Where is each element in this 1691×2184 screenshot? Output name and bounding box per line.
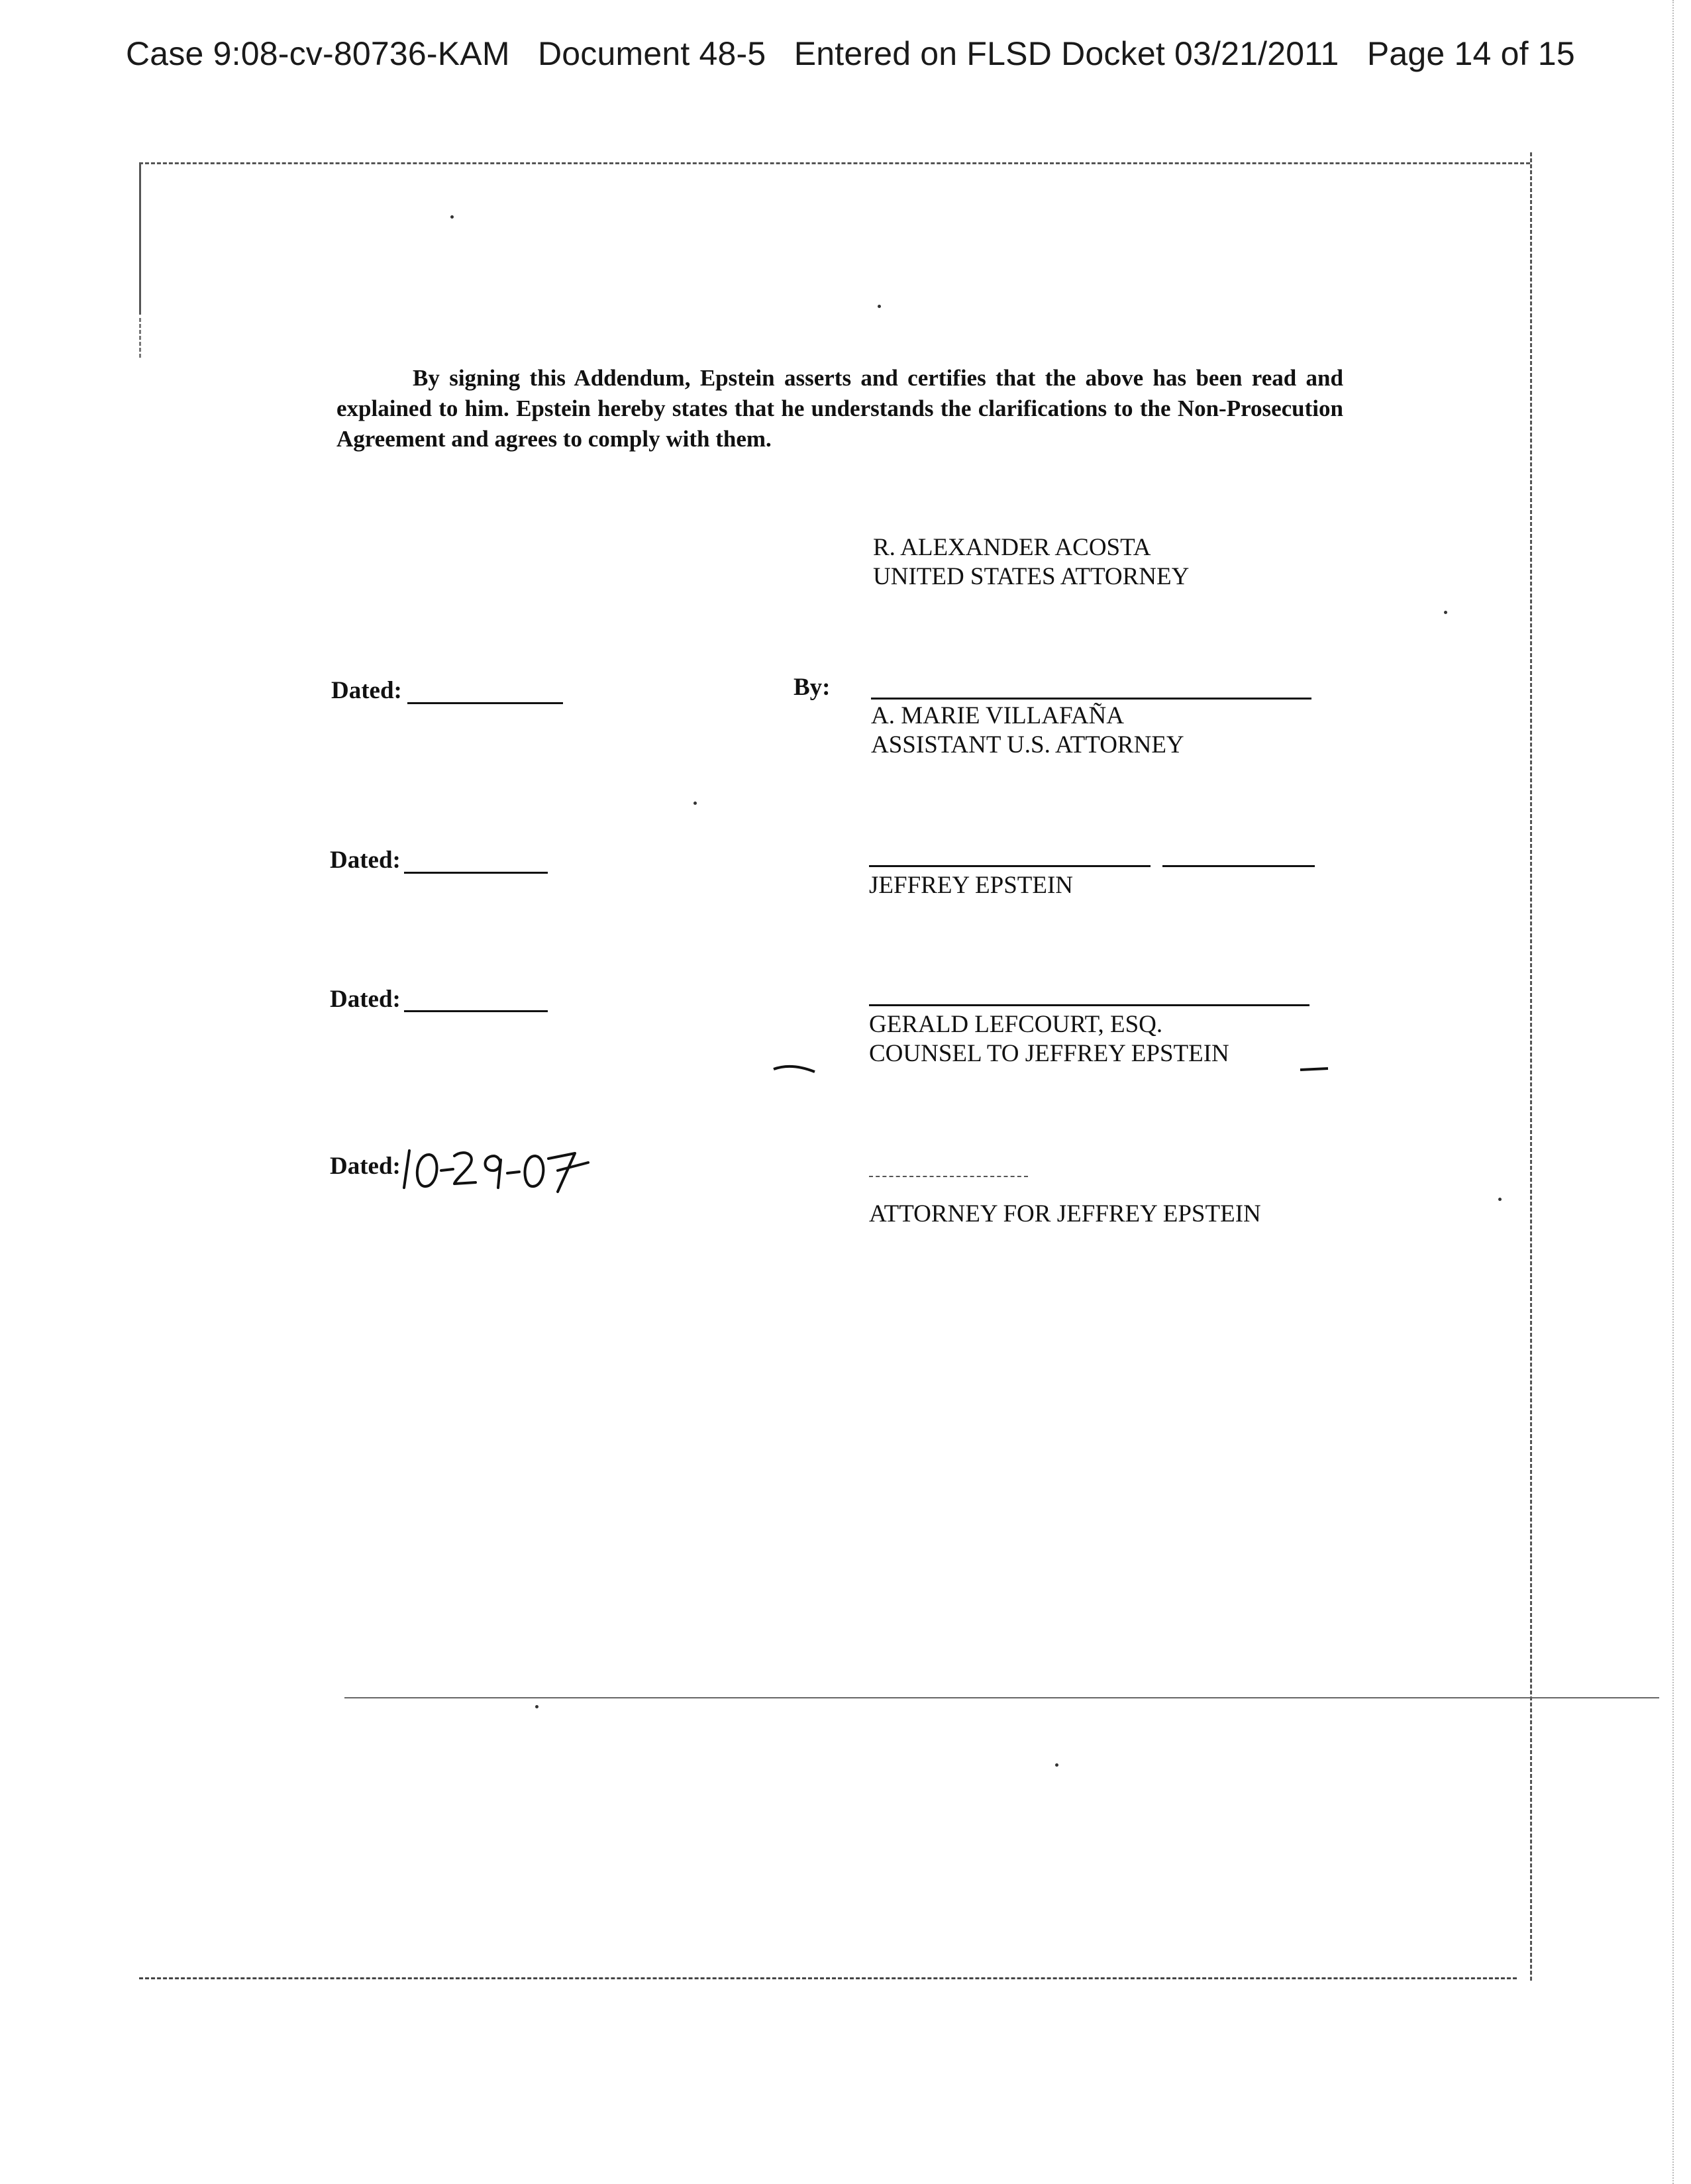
scan-border-left	[139, 162, 141, 315]
villafana-name: A. MARIE VILLAFAÑA	[871, 702, 1124, 729]
stray-mark-left	[772, 1060, 818, 1076]
signature-line-2b	[1162, 865, 1315, 867]
stray-mark-right	[1298, 1063, 1331, 1076]
case-number: Case 9:08-cv-80736-KAM	[126, 35, 510, 72]
page-edge	[1672, 0, 1674, 2184]
scan-border-bottom	[139, 1977, 1517, 1979]
horizontal-rule	[344, 1697, 1659, 1698]
dated-label-2: Dated:	[330, 847, 401, 874]
villafana-title: ASSISTANT U.S. ATTORNEY	[871, 731, 1184, 758]
us-attorney-name: R. ALEXANDER ACOSTA	[873, 534, 1151, 561]
signature-line-4	[869, 1176, 1028, 1177]
docket-header	[126, 34, 1575, 73]
page-number: Page 14 of 15	[1366, 35, 1575, 72]
scan-border-top	[139, 162, 1530, 164]
signature-line-2a	[869, 865, 1151, 867]
us-attorney-title: UNITED STATES ATTORNEY	[873, 563, 1190, 590]
epstein-name: JEFFREY EPSTEIN	[869, 872, 1074, 899]
scan-speck	[1444, 611, 1447, 614]
date-line-2	[404, 872, 548, 874]
scan-border-left-dashed	[139, 318, 141, 358]
scan-speck	[1055, 1763, 1058, 1767]
attorney-title: ATTORNEY FOR JEFFREY EPSTEIN	[869, 1200, 1261, 1227]
signature-line-1	[871, 698, 1311, 700]
dated-label-3: Dated:	[330, 986, 401, 1013]
scan-speck	[535, 1705, 538, 1708]
scan-border-right	[1530, 152, 1532, 1981]
date-line-1	[407, 702, 563, 704]
lefcourt-title: COUNSEL TO JEFFREY EPSTEIN	[869, 1040, 1229, 1067]
addendum-paragraph: By signing this Addendum, Epstein asserts and certifies that the above has been read and explained to him. Epstein hereby states that he understands the clarifications to the Non-Prosecution Agreement and agrees to comply with them.	[336, 365, 1343, 452]
dated-label-1: Dated:	[331, 677, 402, 704]
dated-label-4: Dated:	[330, 1153, 401, 1180]
document-number: Document 48-5	[537, 35, 766, 72]
signature-line-3	[869, 1004, 1309, 1006]
scan-speck	[450, 215, 454, 219]
handwritten-date	[401, 1136, 593, 1196]
by-label: By:	[794, 674, 831, 701]
scan-speck	[878, 305, 881, 308]
lefcourt-name: GERALD LEFCOURT, ESQ.	[869, 1011, 1163, 1038]
scan-speck	[693, 802, 697, 805]
scan-speck	[1498, 1198, 1502, 1201]
date-line-3	[404, 1010, 548, 1012]
entered-date: Entered on FLSD Docket 03/21/2011	[794, 35, 1339, 72]
